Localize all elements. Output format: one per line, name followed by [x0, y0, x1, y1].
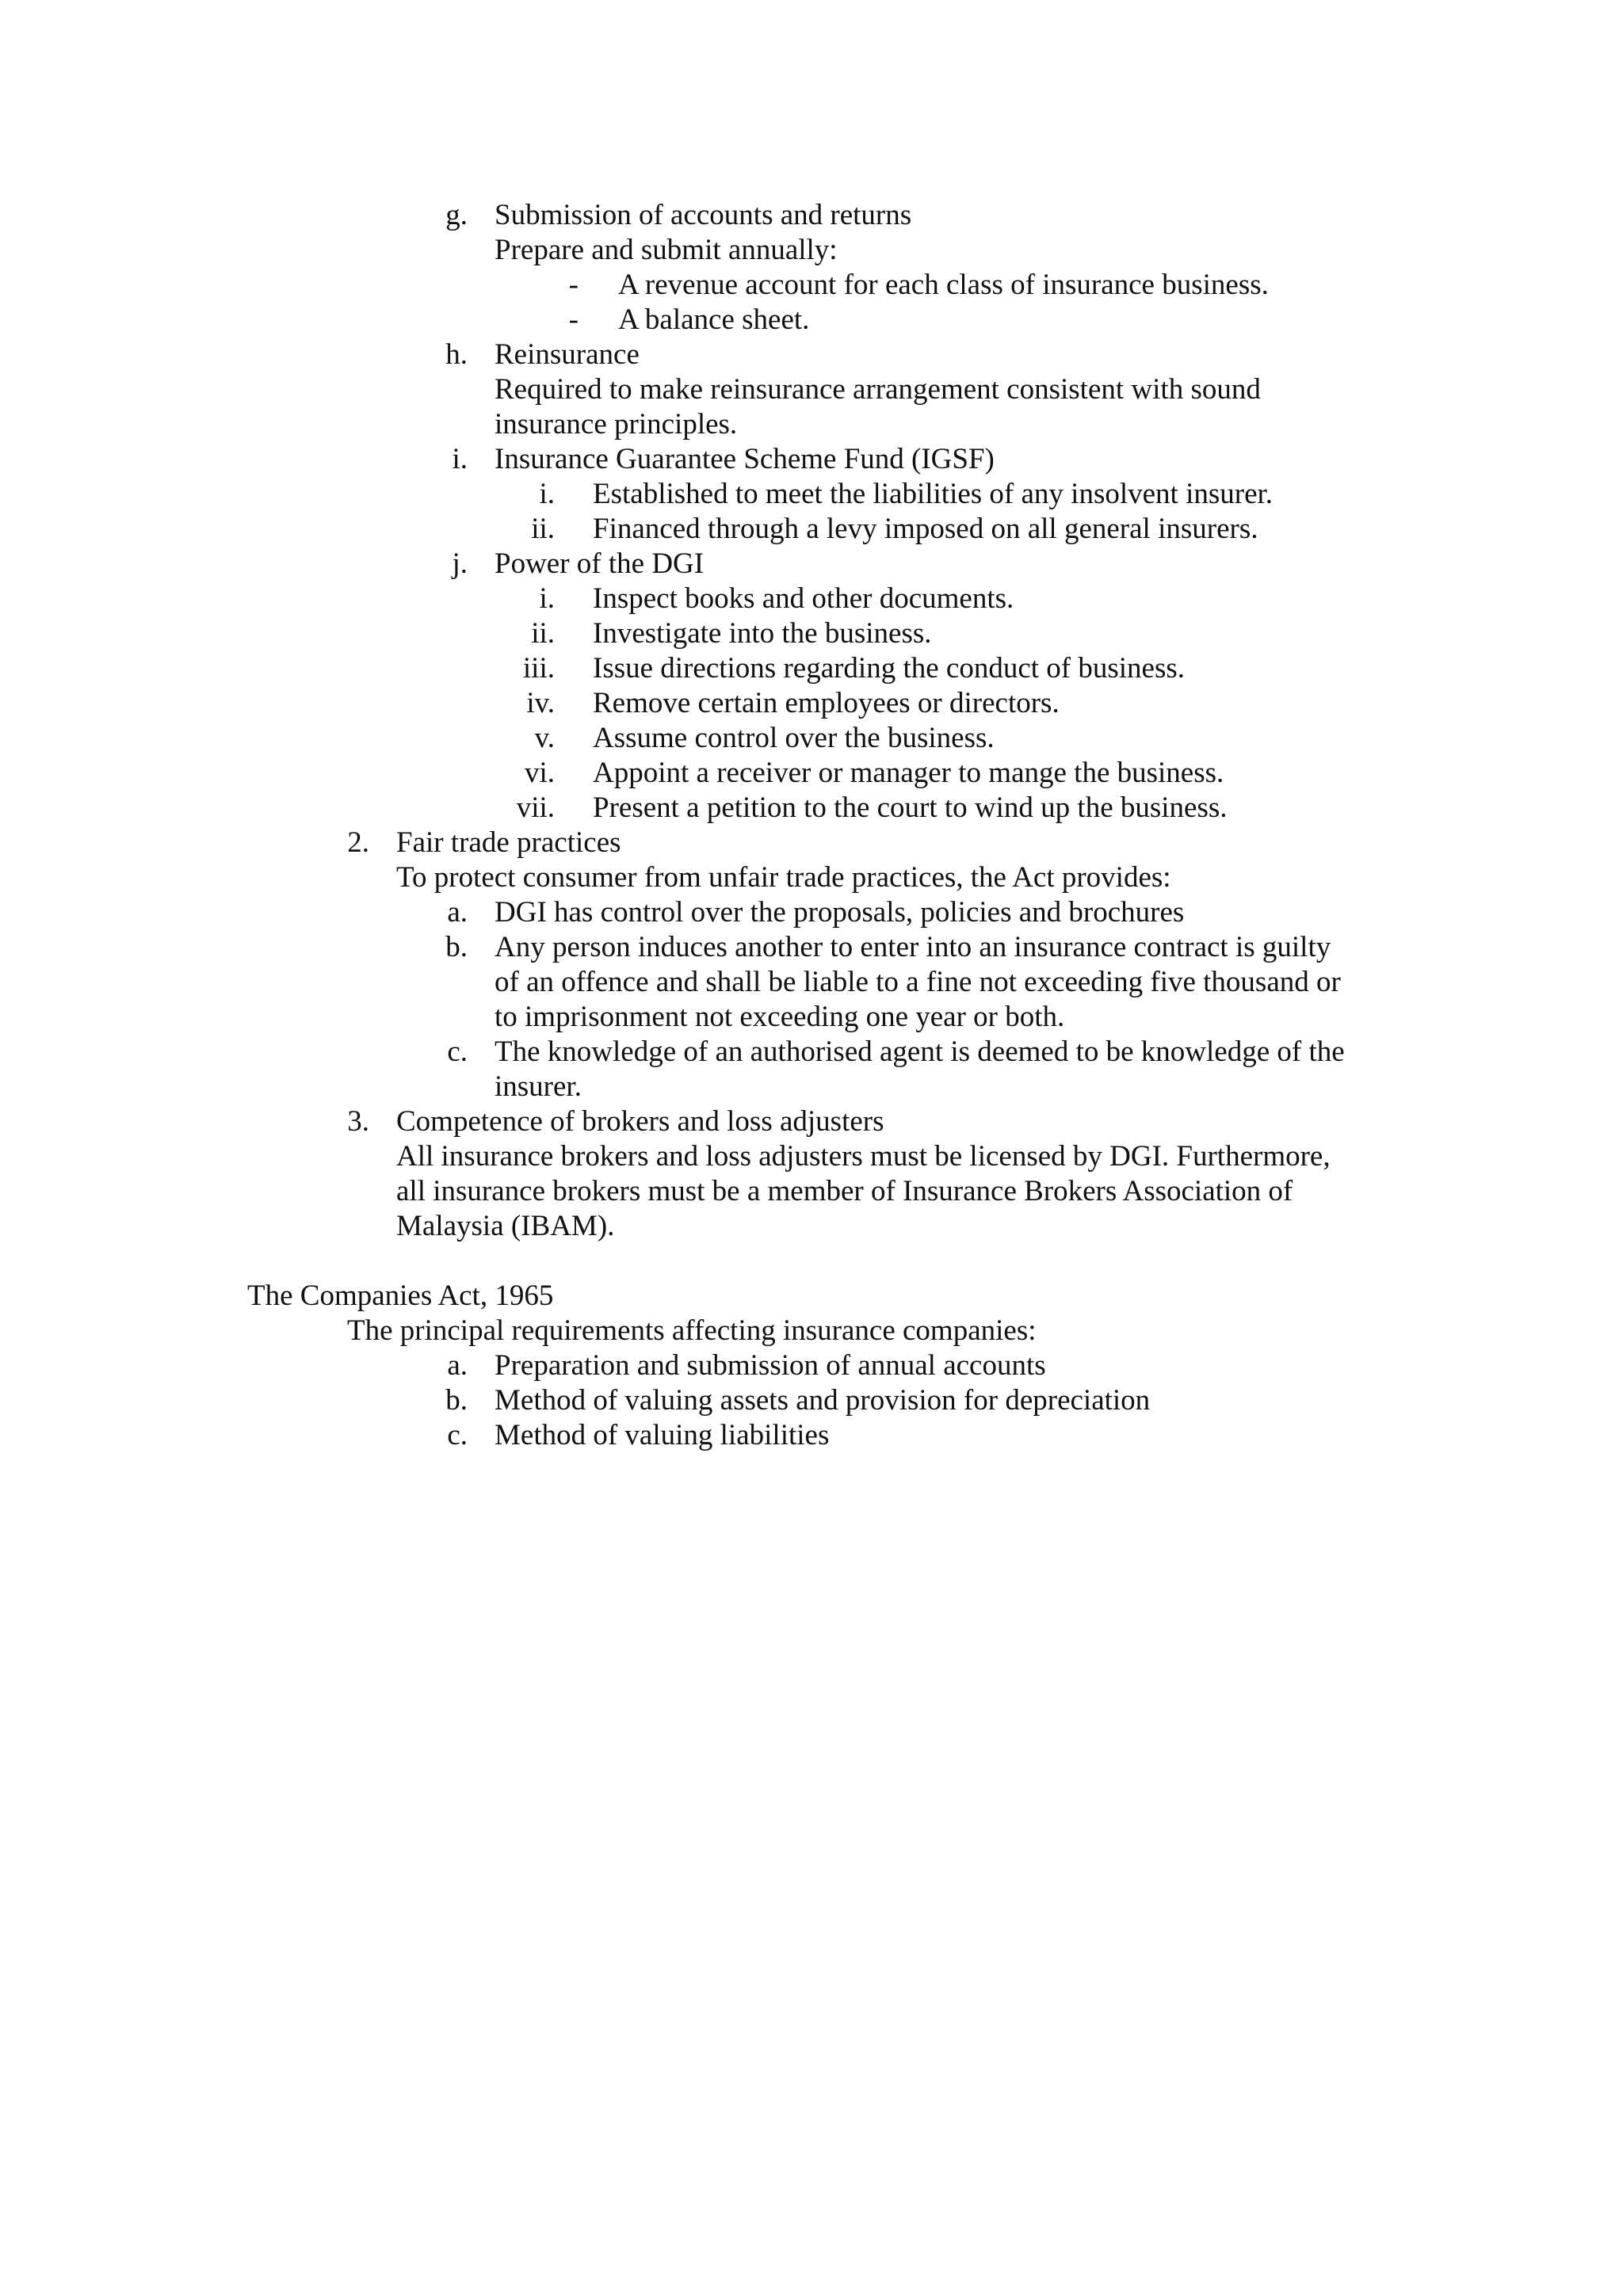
list-item-text: Present a petition to the court to wind up the business.: [593, 791, 1228, 824]
list-marker: ii.: [531, 617, 555, 650]
section-title: Power of the DGI: [495, 547, 705, 580]
list-marker: ii.: [531, 513, 555, 545]
section-title: Insurance Guarantee Scheme Fund (IGSF): [495, 443, 995, 475]
list-marker: iii.: [522, 652, 555, 685]
list-marker: iv.: [526, 687, 555, 719]
list-marker: -: [568, 303, 579, 336]
paragraph-text: To protect consumer from unfair trade practices, the Act provides:: [396, 861, 1171, 894]
list-marker: i.: [539, 582, 555, 615]
list-item-text: of an offence and shall be liable to a fine not exceeding five thousand or: [495, 966, 1341, 998]
list-item-text: Financed through a levy imposed on all general insurers.: [593, 513, 1258, 545]
paragraph-text: All insurance brokers and loss adjusters must be licensed by DGI. Furthermore,: [396, 1140, 1331, 1173]
paragraph-text: The principal requirements affecting insurance companies:: [347, 1314, 1037, 1347]
list-marker: b.: [445, 931, 468, 963]
list-item-text: Inspect books and other documents.: [593, 582, 1014, 615]
list-marker: 3.: [347, 1105, 369, 1138]
paragraph-text: Malaysia (IBAM).: [396, 1210, 615, 1242]
paragraph-text: all insurance brokers must be a member of Insurance Brokers Association of: [396, 1175, 1293, 1207]
list-item-text: A revenue account for each class of insurance business.: [618, 269, 1269, 301]
list-item-text: Established to meet the liabilities of any insolvent insurer.: [593, 478, 1274, 510]
list-item-text: Method of valuing liabilities: [495, 1419, 830, 1451]
section-title: Fair trade practices: [396, 826, 621, 859]
section-title: Competence of brokers and loss adjusters: [396, 1105, 884, 1138]
list-marker: c.: [447, 1035, 468, 1068]
list-item-text: Method of valuing assets and provision for depreciation: [495, 1384, 1151, 1417]
list-marker: vii.: [516, 791, 555, 824]
list-item-text: The knowledge of an authorised agent is deemed to be knowledge of the: [495, 1035, 1345, 1068]
list-marker: 2.: [347, 826, 369, 859]
list-item-text: Issue directions regarding the conduct of business.: [593, 652, 1186, 685]
list-marker: g.: [445, 199, 468, 231]
list-item-text: A balance sheet.: [618, 303, 810, 336]
list-item-text: Preparation and submission of annual accounts: [495, 1349, 1046, 1382]
section-title: Reinsurance: [495, 338, 640, 371]
paragraph-text: insurance principles.: [495, 408, 738, 441]
list-item-text: Assume control over the business.: [593, 722, 995, 754]
section-title: Submission of accounts and returns: [495, 199, 912, 231]
paragraph-text: Prepare and submit annually:: [495, 234, 838, 266]
list-marker: j.: [452, 547, 468, 580]
list-marker: i.: [452, 443, 468, 475]
list-marker: v.: [534, 722, 555, 754]
list-marker: a.: [447, 1349, 468, 1382]
paragraph-text: Required to make reinsurance arrangement consistent with sound: [495, 373, 1261, 406]
list-item-text: DGI has control over the proposals, policies and brochures: [495, 896, 1185, 929]
list-marker: i.: [539, 478, 555, 510]
list-item-text: Remove certain employees or directors.: [593, 687, 1060, 719]
list-marker: c.: [447, 1419, 468, 1451]
list-marker: vi.: [524, 757, 555, 789]
list-item-text: to imprisonment not exceeding one year or both.: [495, 1001, 1065, 1033]
list-item-text: Any person induces another to enter into an insurance contract is guilty: [495, 931, 1331, 963]
list-marker: h.: [445, 338, 468, 371]
list-marker: -: [568, 269, 579, 301]
section-heading: The Companies Act, 1965: [247, 1280, 554, 1312]
list-item-text: insurer.: [495, 1070, 582, 1103]
list-item-text: Investigate into the business.: [593, 617, 932, 650]
list-marker: b.: [445, 1384, 468, 1417]
list-marker: a.: [447, 896, 468, 929]
list-item-text: Appoint a receiver or manager to mange the business.: [593, 757, 1224, 789]
